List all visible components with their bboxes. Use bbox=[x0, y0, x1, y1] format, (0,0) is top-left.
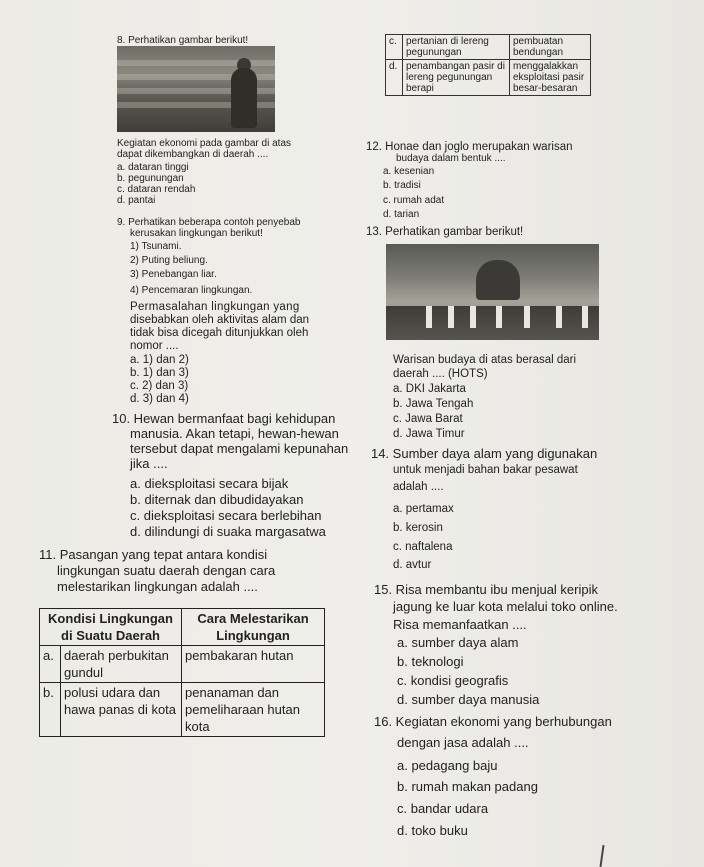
q13-photo-cultural-performance bbox=[386, 244, 599, 340]
table-cell: menggalakkan eksploitasi pasir besar-besaran bbox=[510, 60, 591, 96]
q9-body-3: tidak bisa dicegah ditunjukkan oleh bbox=[130, 327, 309, 339]
q11-line-3: melestarikan lingkungan adalah .... bbox=[57, 579, 258, 594]
q8-option-b: b. pegunungan bbox=[117, 173, 184, 184]
q13-line-2: daerah .... (HOTS) bbox=[393, 368, 488, 380]
q15-option-a: a. sumber daya alam bbox=[397, 635, 519, 650]
q8-option-c: c. dataran rendah bbox=[117, 184, 196, 195]
q10-option-c: c. dieksploitasi secara berlebihan bbox=[130, 508, 322, 523]
q8-photo-terraced-farming bbox=[117, 46, 275, 132]
q15-option-b: b. teknologi bbox=[397, 654, 464, 669]
q15-line-1: 15. Risa membantu ibu menjual keripik bbox=[374, 582, 598, 597]
q13-option-c: c. Jawa Barat bbox=[393, 413, 463, 425]
q9-item-4: 4) Pencemaran lingkungan. bbox=[130, 285, 253, 296]
q13-option-d: d. Jawa Timur bbox=[393, 428, 465, 440]
q9-option-d: d. 3) dan 4) bbox=[130, 393, 189, 405]
q14-option-a: a. pertamax bbox=[393, 503, 454, 515]
table-cell: penambangan pasir di lereng pegunungan berapi bbox=[403, 60, 510, 96]
q16-option-b: b. rumah makan padang bbox=[397, 779, 538, 794]
q14-option-c: c. naftalena bbox=[393, 541, 453, 553]
q9-line-1: 9. Perhatikan beberapa contoh penyebab bbox=[117, 217, 301, 228]
q13-option-b: b. Jawa Tengah bbox=[393, 398, 474, 410]
q11-line-1: 11. Pasangan yang tepat antara kondisi bbox=[39, 547, 268, 562]
table-row bbox=[386, 35, 591, 60]
q9-option-b: b. 1) dan 3) bbox=[130, 367, 189, 379]
row-cara: penanaman dan pemeliharaan hutan kota bbox=[182, 683, 325, 737]
q9-option-c: c. 2) dan 3) bbox=[130, 380, 189, 392]
q8-option-d: d. pantai bbox=[117, 195, 156, 206]
pen-mark bbox=[599, 845, 604, 867]
table-row bbox=[40, 683, 325, 737]
q12-option-d: d. tarian bbox=[383, 209, 420, 220]
row-cara: pembakaran hutan bbox=[182, 646, 325, 683]
column-header-cara: Cara Melestarikan Lingkungan bbox=[182, 609, 325, 646]
row-letter: b. bbox=[40, 683, 61, 737]
q10-option-b: b. diternak dan dibudidayakan bbox=[130, 492, 304, 507]
q10-line-1: 10. Hewan bermanfaat bagi kehidupan bbox=[112, 411, 336, 426]
q9-line-2: kerusakan lingkungan berikut! bbox=[130, 228, 263, 239]
q10-option-d: d. dilindungi di suaka margasatwa bbox=[130, 524, 326, 539]
q8-caption-line-2: dapat dikembangkan di daerah .... bbox=[117, 149, 269, 160]
q16-option-c: c. bandar udara bbox=[397, 801, 489, 816]
table-cell: c. bbox=[386, 35, 403, 60]
table-cell: pertanian di lereng pegunungan bbox=[403, 35, 510, 60]
q12-option-a: a. kesenian bbox=[383, 166, 435, 177]
row-kondisi: polusi udara dan hawa panas di kota bbox=[61, 683, 182, 737]
q8-option-a: a. dataran tinggi bbox=[117, 162, 189, 173]
q9-item-2: 2) Puting beliung. bbox=[130, 255, 208, 266]
q10-line-3: tersebut dapat mengalami kepunahan bbox=[130, 441, 349, 456]
q10-option-a: a. dieksploitasi secara bijak bbox=[130, 476, 289, 491]
q15-option-d: d. sumber daya manusia bbox=[397, 692, 540, 707]
q9-option-a: a. 1) dan 2) bbox=[130, 354, 189, 366]
q14-option-b: b. kerosin bbox=[393, 522, 443, 534]
q15-line-2: jagung ke luar kota melalui toko online. bbox=[393, 599, 618, 614]
q15-option-c: c. kondisi geografis bbox=[397, 673, 509, 688]
q7-options-table bbox=[385, 34, 591, 96]
q9-body-4: nomor .... bbox=[130, 340, 179, 352]
q14-line-1: 14. Sumber daya alam yang digunakan bbox=[371, 446, 598, 461]
q10-line-4: jika .... bbox=[130, 456, 168, 471]
q16-option-a: a. pedagang baju bbox=[397, 758, 498, 773]
q12-line-2: budaya dalam bentuk .... bbox=[396, 153, 506, 164]
q16-option-d: d. toko buku bbox=[397, 823, 468, 838]
q11-table bbox=[39, 608, 325, 737]
q8-caption-line-1: Kegiatan ekonomi pada gambar di atas bbox=[117, 138, 292, 149]
table-row bbox=[40, 646, 325, 683]
q12-option-b: b. tradisi bbox=[383, 180, 421, 191]
q10-line-2: manusia. Akan tetapi, hewan-hewan bbox=[130, 426, 339, 441]
table-row bbox=[386, 60, 591, 96]
q8-header: 8. Perhatikan gambar berikut! bbox=[117, 35, 249, 46]
q9-item-3: 3) Penebangan liar. bbox=[130, 269, 217, 280]
q16-line-2: dengan jasa adalah .... bbox=[397, 735, 529, 750]
q9-body-1: Permasalahan lingkungan yang bbox=[130, 301, 300, 313]
q12-line-1: 12. Honae dan joglo merupakan warisan bbox=[366, 141, 573, 153]
q9-body-2: disebabkan oleh aktivitas alam dan bbox=[130, 314, 310, 326]
row-letter: a. bbox=[40, 646, 61, 683]
table-cell: pembuatan bendungan bbox=[510, 35, 591, 60]
row-kondisi: daerah perbukitan gundul bbox=[61, 646, 182, 683]
q9-item-1: 1) Tsunami. bbox=[130, 241, 182, 252]
table-cell: d. bbox=[386, 60, 403, 96]
q13-line-1: Warisan budaya di atas berasal dari bbox=[393, 354, 577, 366]
q12-option-c: c. rumah adat bbox=[383, 195, 445, 206]
q14-line-2: untuk menjadi bahan bakar pesawat bbox=[393, 464, 578, 476]
q11-line-2: lingkungan suatu daerah dengan cara bbox=[57, 563, 276, 578]
column-header-kondisi: Kondisi Lingkungan di Suatu Daerah bbox=[40, 609, 182, 646]
q14-option-d: d. avtur bbox=[393, 559, 432, 571]
q13-option-a: a. DKI Jakarta bbox=[393, 383, 466, 395]
q15-line-3: Risa memanfaatkan .... bbox=[393, 617, 527, 632]
q13-header: 13. Perhatikan gambar berikut! bbox=[366, 226, 524, 238]
table-header-row bbox=[40, 609, 325, 646]
q16-line-1: 16. Kegiatan ekonomi yang berhubungan bbox=[374, 714, 612, 729]
q14-line-3: adalah .... bbox=[393, 481, 444, 493]
